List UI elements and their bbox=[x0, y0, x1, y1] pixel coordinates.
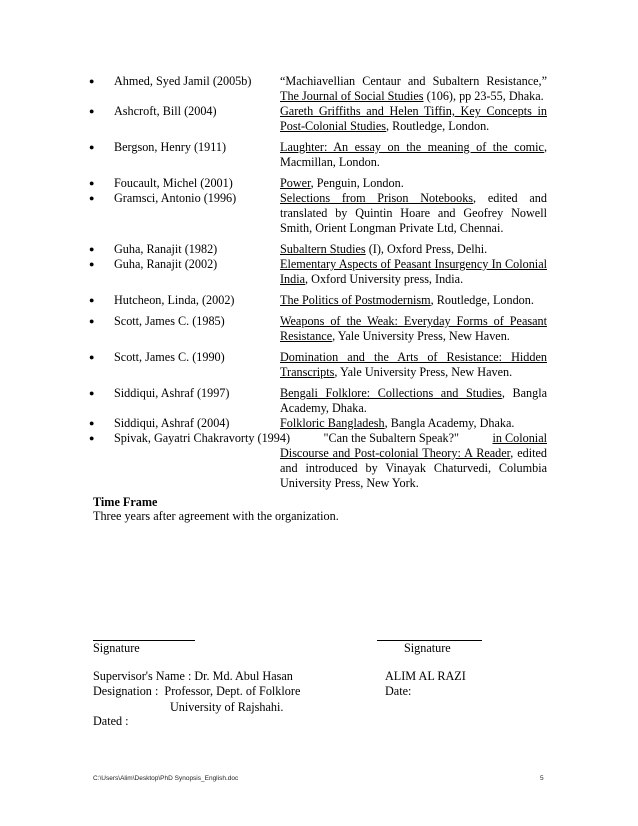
reference-work bbox=[280, 257, 547, 287]
reference-work bbox=[280, 350, 547, 380]
reference-item bbox=[89, 74, 547, 104]
time-frame-heading: Time Frame bbox=[93, 495, 158, 509]
reference-author: Spivak, Gayatri Chakravorty (1994) bbox=[114, 431, 290, 445]
reference-item bbox=[89, 314, 547, 344]
reference-author: Scott, James C. (1990) bbox=[114, 350, 225, 364]
supervisor-university: University of Rajshahi. bbox=[170, 700, 284, 714]
bullet-icon: ● bbox=[89, 388, 95, 398]
reference-author: Ahmed, Syed Jamil (2005b) bbox=[114, 74, 252, 88]
reference-text: , edited and translated by Quintin Hoare and Geofrey Nowell Smith, Orient Longman Private Ltd, Chennai. bbox=[280, 191, 547, 235]
reference-author: Siddiqui, Ashraf (2004) bbox=[114, 416, 230, 430]
reference-item bbox=[89, 104, 547, 134]
bullet-icon: ● bbox=[89, 259, 95, 269]
reference-title: Gareth Griffiths and Helen Tiffin, Key Concepts in Post-Colonial Studies bbox=[280, 104, 547, 133]
reference-text: , Bangla Academy, Dhaka. bbox=[384, 416, 515, 430]
reference-body bbox=[114, 431, 547, 491]
reference-text: , Bangla Academy, Dhaka. bbox=[280, 386, 547, 415]
reference-text: , Yale University Press, New Haven. bbox=[334, 365, 513, 379]
bullet-icon: ● bbox=[89, 106, 95, 116]
time-frame-text: Three years after agreement with the organization. bbox=[93, 509, 339, 523]
supervisor-designation: Designation : Professor, Dept. of Folklore bbox=[93, 684, 301, 698]
bullet-icon: ● bbox=[89, 295, 95, 305]
reference-author: Guha, Ranajit (1982) bbox=[114, 242, 218, 256]
reference-list bbox=[89, 74, 547, 491]
reference-item bbox=[89, 350, 547, 380]
reference-title: Weapons of the Weak: Everyday Forms of Peasant Resistance bbox=[280, 314, 547, 343]
reference-text: , Routledge, London. bbox=[385, 119, 490, 133]
reference-title: Folkloric Bangladesh bbox=[280, 416, 385, 430]
reference-item bbox=[89, 140, 547, 170]
supervisor-signature-label: Signature bbox=[93, 641, 140, 655]
reference-item bbox=[89, 176, 547, 191]
reference-work bbox=[280, 242, 547, 257]
bullet-icon: ● bbox=[89, 178, 95, 188]
reference-title: Domination and the Arts of Resistance: Hidden Transcripts bbox=[280, 350, 547, 379]
reference-item bbox=[89, 386, 547, 416]
reference-work bbox=[280, 176, 547, 191]
bullet-icon: ● bbox=[89, 352, 95, 362]
reference-text: , Macmillan, London. bbox=[280, 140, 547, 169]
reference-text: , Routledge, London. bbox=[430, 293, 534, 307]
reference-text: (I), Oxford Press, Delhi. bbox=[365, 242, 488, 256]
reference-work bbox=[280, 416, 547, 431]
reference-title: Power bbox=[280, 176, 311, 190]
supervisor-name: Supervisor's Name : Dr. Md. Abul Hasan bbox=[93, 669, 293, 683]
reference-author: Hutcheon, Linda, (2002) bbox=[114, 293, 235, 307]
reference-author: Foucault, Michel (2001) bbox=[114, 176, 233, 190]
reference-work bbox=[280, 104, 547, 134]
reference-quote: "Can the Subaltern Speak?" bbox=[323, 431, 459, 445]
bullet-icon: ● bbox=[89, 418, 95, 428]
bullet-icon: ● bbox=[89, 193, 95, 203]
bullet-icon: ● bbox=[89, 316, 95, 326]
reference-title: The Politics of Postmodernism bbox=[280, 293, 431, 307]
reference-item bbox=[89, 242, 547, 257]
reference-item bbox=[89, 416, 547, 431]
reference-title: Elementary Aspects of Peasant Insurgency In Colonial India bbox=[280, 257, 547, 286]
reference-author: Gramsci, Antonio (1996) bbox=[114, 191, 237, 205]
reference-first-line bbox=[114, 431, 547, 446]
bullet-icon: ● bbox=[89, 433, 95, 443]
reference-item bbox=[89, 431, 547, 491]
reference-text: “Machiavellian Centaur and Subaltern Resistance,” bbox=[280, 74, 547, 88]
reference-title: The Journal of Social Studies bbox=[280, 89, 424, 103]
reference-author: Guha, Ranajit (2002) bbox=[114, 257, 218, 271]
reference-author: Ashcroft, Bill (2004) bbox=[114, 104, 217, 118]
footer-file-path: C:\Users\Alim\Desktop\PhD Synopsis_English.doc bbox=[93, 775, 239, 782]
reference-title: Bengali Folklore: Collections and Studies bbox=[280, 386, 502, 400]
reference-work bbox=[280, 314, 547, 344]
reference-text: , Oxford University press, India. bbox=[305, 272, 464, 286]
bullet-icon: ● bbox=[89, 142, 95, 152]
dated-label: Dated : bbox=[93, 714, 129, 728]
footer-page-number: 5 bbox=[540, 775, 544, 782]
reference-text: , Yale University Press, New Haven. bbox=[332, 329, 510, 343]
student-name: ALIM AL RAZI bbox=[385, 669, 466, 683]
reference-author: Siddiqui, Ashraf (1997) bbox=[114, 386, 230, 400]
reference-text: (106), pp 23-55, Dhaka. bbox=[423, 89, 544, 103]
reference-title: Subaltern Studies bbox=[280, 242, 366, 256]
student-signature-label: Signature bbox=[404, 641, 451, 655]
reference-author: Bergson, Henry (1911) bbox=[114, 140, 227, 154]
reference-title: in Colonial bbox=[492, 431, 547, 445]
reference-title: Laughter: An essay on the meaning of the comic bbox=[280, 140, 544, 154]
bullet-icon: ● bbox=[89, 76, 95, 86]
reference-title: Selections from Prison Notebooks bbox=[280, 191, 474, 205]
reference-work bbox=[280, 446, 547, 491]
reference-work bbox=[280, 191, 547, 236]
reference-item bbox=[89, 191, 547, 236]
reference-work bbox=[280, 140, 547, 170]
reference-text: , Penguin, London. bbox=[310, 176, 404, 190]
reference-title: Discourse and Post-colonial Theory: A Reader bbox=[280, 446, 511, 460]
reference-work bbox=[280, 74, 547, 104]
reference-item bbox=[89, 293, 547, 308]
student-date-label: Date: bbox=[385, 684, 412, 698]
reference-author: Scott, James C. (1985) bbox=[114, 314, 225, 328]
reference-text: , edited and introduced by Vinayak Chaturvedi, Columbia University Press, New York. bbox=[280, 446, 547, 490]
reference-item bbox=[89, 257, 547, 287]
reference-work bbox=[280, 293, 547, 308]
reference-work bbox=[280, 386, 547, 416]
bullet-icon: ● bbox=[89, 244, 95, 254]
